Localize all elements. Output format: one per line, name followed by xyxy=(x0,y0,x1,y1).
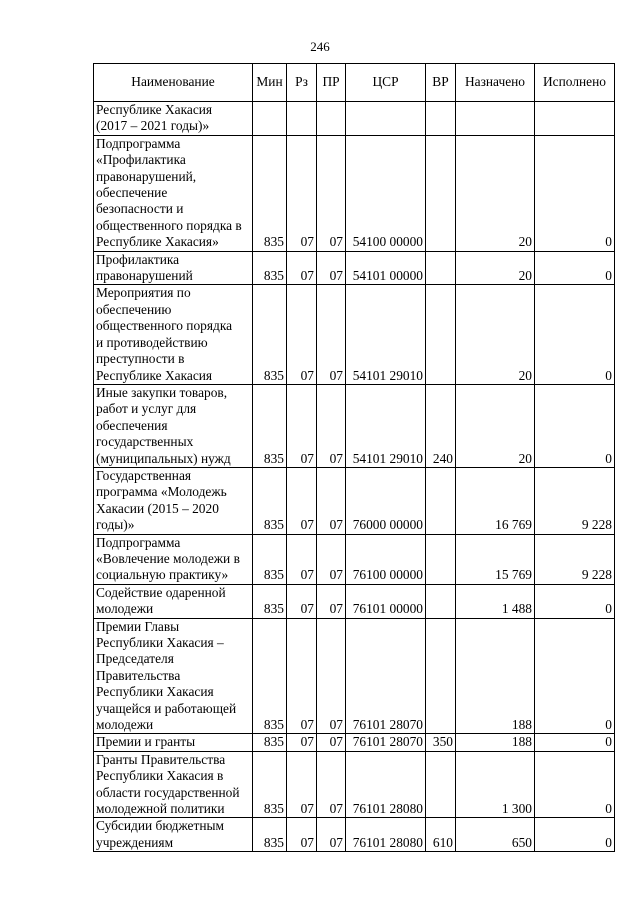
cell-vr xyxy=(426,584,456,618)
cell-rz xyxy=(287,102,317,136)
header-rz: Рз xyxy=(287,64,317,102)
cell-min: 835 xyxy=(253,584,287,618)
table-header-row xyxy=(94,64,615,102)
table-row xyxy=(94,734,615,751)
cell-executed: 9 228 xyxy=(535,467,615,534)
cell-pr: 07 xyxy=(317,251,346,285)
cell-assigned: 16 769 xyxy=(456,467,535,534)
cell-csr: 76101 28070 xyxy=(346,618,426,734)
cell-name: Субсидии бюджетным учреждениям xyxy=(94,818,253,852)
cell-pr: 07 xyxy=(317,734,346,751)
cell-assigned xyxy=(456,102,535,136)
cell-min: 835 xyxy=(253,534,287,584)
cell-executed: 0 xyxy=(535,734,615,751)
table-row xyxy=(94,102,615,136)
cell-executed: 0 xyxy=(535,251,615,285)
cell-name: Республике Хакасия (2017 – 2021 годы)» xyxy=(94,102,253,136)
cell-rz: 07 xyxy=(287,384,317,467)
cell-csr: 76101 28080 xyxy=(346,818,426,852)
cell-pr: 07 xyxy=(317,135,346,251)
cell-csr: 54101 29010 xyxy=(346,384,426,467)
table-body xyxy=(94,102,615,852)
cell-vr xyxy=(426,135,456,251)
header-name: Наименование xyxy=(94,64,253,102)
cell-name: Профилактика правонарушений xyxy=(94,251,253,285)
header-min: Мин xyxy=(253,64,287,102)
cell-vr: 350 xyxy=(426,734,456,751)
cell-pr: 07 xyxy=(317,618,346,734)
cell-min: 835 xyxy=(253,751,287,818)
cell-rz: 07 xyxy=(287,584,317,618)
cell-csr: 54100 00000 xyxy=(346,135,426,251)
cell-name: Гранты Правительства Республики Хакасия в области государственной молодежной политики xyxy=(94,751,253,818)
cell-pr xyxy=(317,102,346,136)
cell-rz: 07 xyxy=(287,251,317,285)
table-row xyxy=(94,751,615,818)
cell-min: 835 xyxy=(253,818,287,852)
table-row xyxy=(94,467,615,534)
cell-name: Премии Главы Республики Хакасия – Председателя Правительства Республики Хакасия учащейся и работающей молодежи xyxy=(94,618,253,734)
cell-assigned: 188 xyxy=(456,618,535,734)
cell-assigned: 15 769 xyxy=(456,534,535,584)
cell-min: 835 xyxy=(253,384,287,467)
cell-min: 835 xyxy=(253,285,287,384)
header-csr: ЦСР xyxy=(346,64,426,102)
cell-assigned: 20 xyxy=(456,135,535,251)
cell-name: Государственная программа «Молодежь Хакасии (2015 – 2020 годы)» xyxy=(94,467,253,534)
page-number: 246 xyxy=(310,39,330,54)
cell-rz: 07 xyxy=(287,534,317,584)
cell-assigned: 188 xyxy=(456,734,535,751)
cell-name: Содействие одаренной молодежи xyxy=(94,584,253,618)
cell-assigned: 20 xyxy=(456,251,535,285)
cell-pr: 07 xyxy=(317,818,346,852)
cell-vr xyxy=(426,534,456,584)
cell-assigned: 1 488 xyxy=(456,584,535,618)
cell-min: 835 xyxy=(253,618,287,734)
cell-pr: 07 xyxy=(317,584,346,618)
cell-csr: 76100 00000 xyxy=(346,534,426,584)
header-assigned: Назначено xyxy=(456,64,535,102)
cell-vr: 240 xyxy=(426,384,456,467)
cell-csr: 54101 29010 xyxy=(346,285,426,384)
cell-vr xyxy=(426,102,456,136)
cell-csr xyxy=(346,102,426,136)
cell-rz: 07 xyxy=(287,285,317,384)
cell-executed xyxy=(535,102,615,136)
cell-vr xyxy=(426,285,456,384)
cell-assigned: 1 300 xyxy=(456,751,535,818)
cell-assigned: 20 xyxy=(456,285,535,384)
table-row xyxy=(94,584,615,618)
cell-rz: 07 xyxy=(287,618,317,734)
table-row xyxy=(94,384,615,467)
header-pr: ПР xyxy=(317,64,346,102)
cell-name: Подпрограмма «Профилактика правонарушений, обеспечение безопасности и общественного порядка в Республике Хакасия» xyxy=(94,135,253,251)
cell-csr: 54101 00000 xyxy=(346,251,426,285)
cell-assigned: 650 xyxy=(456,818,535,852)
cell-name: Премии и гранты xyxy=(94,734,253,751)
cell-name: Мероприятия по обеспечению общественного порядка и противодействию преступности в Республике Хакасия xyxy=(94,285,253,384)
cell-min: 835 xyxy=(253,734,287,751)
cell-pr: 07 xyxy=(317,467,346,534)
cell-executed: 0 xyxy=(535,285,615,384)
cell-executed: 9 228 xyxy=(535,534,615,584)
cell-pr: 07 xyxy=(317,751,346,818)
cell-rz: 07 xyxy=(287,135,317,251)
cell-min: 835 xyxy=(253,467,287,534)
cell-rz: 07 xyxy=(287,818,317,852)
table-row xyxy=(94,251,615,285)
cell-pr: 07 xyxy=(317,285,346,384)
table-row xyxy=(94,135,615,251)
cell-csr: 76101 00000 xyxy=(346,584,426,618)
cell-executed: 0 xyxy=(535,751,615,818)
table-row xyxy=(94,534,615,584)
table-row xyxy=(94,285,615,384)
cell-pr: 07 xyxy=(317,534,346,584)
cell-min: 835 xyxy=(253,251,287,285)
cell-executed: 0 xyxy=(535,135,615,251)
cell-name: Иные закупки товаров, работ и услуг для обеспечения государственных (муниципальных) нужд xyxy=(94,384,253,467)
cell-rz: 07 xyxy=(287,734,317,751)
cell-vr xyxy=(426,618,456,734)
cell-min xyxy=(253,102,287,136)
cell-executed: 0 xyxy=(535,584,615,618)
cell-csr: 76000 00000 xyxy=(346,467,426,534)
cell-rz: 07 xyxy=(287,467,317,534)
cell-vr xyxy=(426,467,456,534)
cell-vr xyxy=(426,251,456,285)
cell-name: Подпрограмма «Вовлечение молодежи в социальную практику» xyxy=(94,534,253,584)
cell-csr: 76101 28080 xyxy=(346,751,426,818)
cell-assigned: 20 xyxy=(456,384,535,467)
header-executed: Исполнено xyxy=(535,64,615,102)
table-row xyxy=(94,818,615,852)
budget-table xyxy=(93,63,615,852)
cell-executed: 0 xyxy=(535,384,615,467)
table-row xyxy=(94,618,615,734)
cell-vr: 610 xyxy=(426,818,456,852)
cell-pr: 07 xyxy=(317,384,346,467)
cell-vr xyxy=(426,751,456,818)
cell-rz: 07 xyxy=(287,751,317,818)
header-vr: ВР xyxy=(426,64,456,102)
cell-min: 835 xyxy=(253,135,287,251)
cell-executed: 0 xyxy=(535,818,615,852)
cell-csr: 76101 28070 xyxy=(346,734,426,751)
cell-executed: 0 xyxy=(535,618,615,734)
